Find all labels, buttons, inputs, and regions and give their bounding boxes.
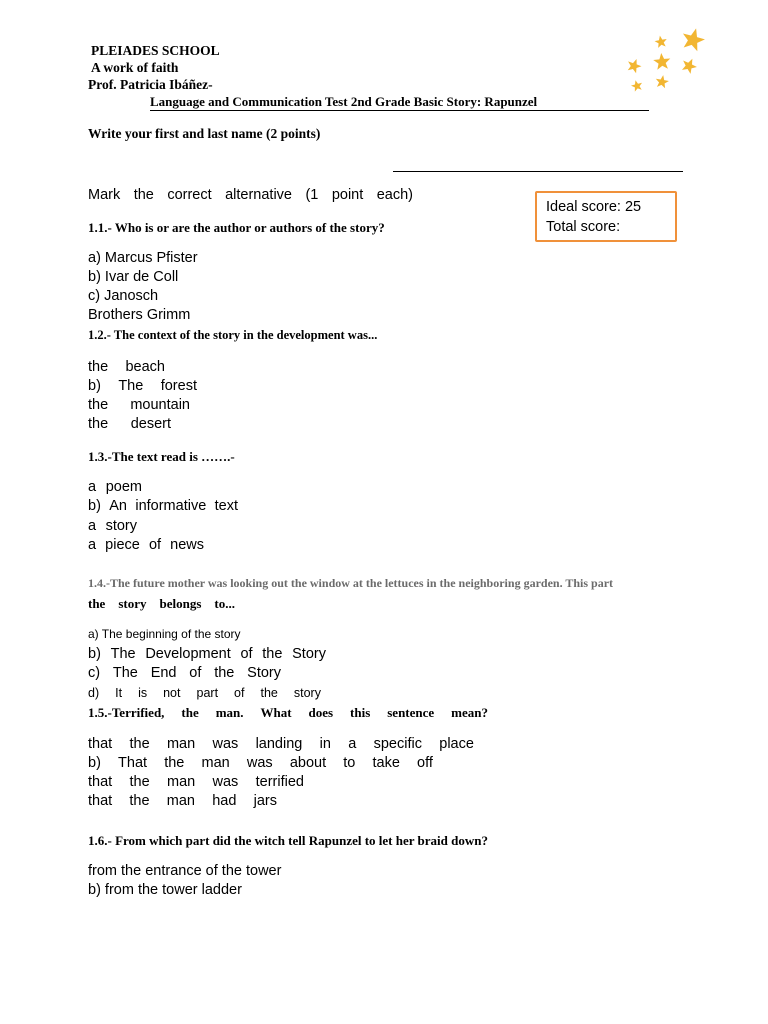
q3-option-b[interactable] <box>88 498 238 514</box>
word: specific <box>373 736 422 752</box>
word: story <box>293 686 321 700</box>
q6-option-a[interactable]: from the entrance of the tower <box>88 863 282 879</box>
q3-option-d[interactable] <box>88 537 204 553</box>
word: a <box>88 518 97 534</box>
word: poem <box>105 479 142 495</box>
word: was <box>246 755 273 771</box>
question-4-continued <box>88 596 235 612</box>
word: point <box>331 187 364 203</box>
q5-option-b[interactable] <box>88 755 433 771</box>
word: The <box>118 378 144 394</box>
word: that <box>88 774 113 790</box>
word: a <box>88 479 97 495</box>
word: terrified <box>255 774 304 790</box>
word: of <box>189 665 202 681</box>
q2-option-c[interactable] <box>88 397 190 413</box>
word: forest <box>160 378 197 394</box>
word: the <box>133 187 154 203</box>
word: to <box>343 755 356 771</box>
word: the <box>214 665 235 681</box>
word: The <box>110 646 136 662</box>
word: mountain <box>130 397 190 413</box>
stars-decoration <box>620 28 720 94</box>
word: Story <box>247 665 281 681</box>
q3-option-a[interactable] <box>88 479 142 495</box>
question-4: 1.4.-The future mother was looking out the window at the lettuces in the neighboring garden. This part <box>88 576 614 590</box>
word: Story <box>292 646 326 662</box>
word: story <box>105 518 137 534</box>
word: End <box>150 665 177 681</box>
word: man <box>201 755 230 771</box>
word: the <box>88 397 109 413</box>
word: 1.5.-Terrified, <box>88 705 165 720</box>
word: each) <box>376 187 413 203</box>
word: An <box>109 498 127 514</box>
q4-option-c[interactable] <box>88 665 281 681</box>
word: The <box>112 665 138 681</box>
word: does <box>308 705 334 720</box>
word: the <box>260 686 278 700</box>
word: a <box>88 537 97 553</box>
word: (1 <box>305 187 319 203</box>
q4-option-d[interactable] <box>88 686 321 700</box>
name-prompt: Write your first and last name (2 points) <box>88 126 321 141</box>
ideal-score: Ideal score: 25 <box>546 199 642 215</box>
word: not <box>163 686 181 700</box>
star-icon <box>625 28 707 92</box>
word: this <box>350 705 371 720</box>
word: That <box>118 755 148 771</box>
word: to... <box>214 596 235 611</box>
word: in <box>319 736 331 752</box>
q2-option-a[interactable] <box>88 359 165 375</box>
q1-option-d[interactable]: Brothers Grimm <box>88 307 191 323</box>
q2-option-b[interactable] <box>88 378 197 394</box>
word: man <box>166 774 196 790</box>
word: take <box>372 755 400 771</box>
name-line[interactable] <box>393 171 683 172</box>
word: of <box>148 537 162 553</box>
word: belongs <box>159 596 202 611</box>
word: the <box>129 736 150 752</box>
school-motto: A work of faith <box>91 60 179 75</box>
word: b) <box>88 755 101 771</box>
total-score: Total score: <box>546 219 621 235</box>
word: man <box>166 736 196 752</box>
word: What <box>260 705 292 720</box>
word: correct <box>167 187 212 203</box>
question-1: 1.1.- Who is or are the author or authors of the story? <box>88 220 385 235</box>
word: man <box>166 793 195 809</box>
q1-option-a[interactable]: a) Marcus Pfister <box>88 250 198 266</box>
word: off <box>417 755 433 771</box>
test-title: Language and Communication Test 2nd Grade Basic Story: Rapunzel <box>150 94 649 111</box>
teacher-name: Prof. Patricia Ibáñez- <box>88 77 213 92</box>
word: jars <box>253 793 277 809</box>
word: of <box>240 646 253 662</box>
word: text <box>214 498 238 514</box>
word: man. <box>215 705 244 720</box>
word: had <box>212 793 237 809</box>
school-name: PLEIADES SCHOOL <box>91 43 220 58</box>
word: Mark <box>88 187 121 203</box>
question-5 <box>88 705 488 721</box>
q5-option-a[interactable] <box>88 736 474 752</box>
question-3: 1.3.-The text read is …….- <box>88 449 235 464</box>
word: the <box>88 416 109 432</box>
word: about <box>289 755 327 771</box>
word: d) <box>88 686 100 700</box>
word: beach <box>125 359 165 375</box>
q1-option-c[interactable]: c) Janosch <box>88 288 159 304</box>
word: of <box>234 686 245 700</box>
word: the <box>181 705 199 720</box>
word: was <box>212 736 239 752</box>
word: place <box>439 736 474 752</box>
word: Development <box>145 646 231 662</box>
word: sentence <box>387 705 435 720</box>
question-6: 1.6.- From which part did the witch tell Rapunzel to let her braid down? <box>88 833 488 848</box>
word: It <box>115 686 123 700</box>
word: the <box>129 793 150 809</box>
word: piece <box>105 537 140 553</box>
word: part <box>196 686 219 700</box>
word: the <box>164 755 185 771</box>
word: was <box>212 774 239 790</box>
word: that <box>88 793 113 809</box>
word: the <box>88 596 106 611</box>
word: news <box>170 537 204 553</box>
word: alternative <box>225 187 292 203</box>
q1-option-b[interactable]: b) Ivar de Coll <box>88 269 179 285</box>
word: story <box>118 596 147 611</box>
instructions <box>88 187 413 203</box>
word: b) <box>88 498 101 514</box>
word: a <box>348 736 357 752</box>
question-2: 1.2.- The context of the story in the development was... <box>88 328 378 342</box>
q6-option-b[interactable]: b) from the tower ladder <box>88 882 242 898</box>
word: b) <box>88 646 101 662</box>
score-box <box>535 191 677 242</box>
q4-option-a[interactable]: a) The beginning of the story <box>88 627 241 641</box>
word: informative <box>135 498 207 514</box>
word: desert <box>130 416 171 432</box>
q5-option-c[interactable] <box>88 774 304 790</box>
word: is <box>138 686 148 700</box>
word: b) <box>88 378 101 394</box>
q4-option-b[interactable] <box>88 646 326 662</box>
q2-option-d[interactable] <box>88 416 171 432</box>
word: the <box>262 646 283 662</box>
word: mean? <box>451 705 488 720</box>
word: the <box>129 774 150 790</box>
q5-option-d[interactable] <box>88 793 277 809</box>
word: landing <box>255 736 303 752</box>
word: c) <box>88 665 101 681</box>
word: that <box>88 736 113 752</box>
word: the <box>88 359 109 375</box>
q3-option-c[interactable] <box>88 518 137 534</box>
